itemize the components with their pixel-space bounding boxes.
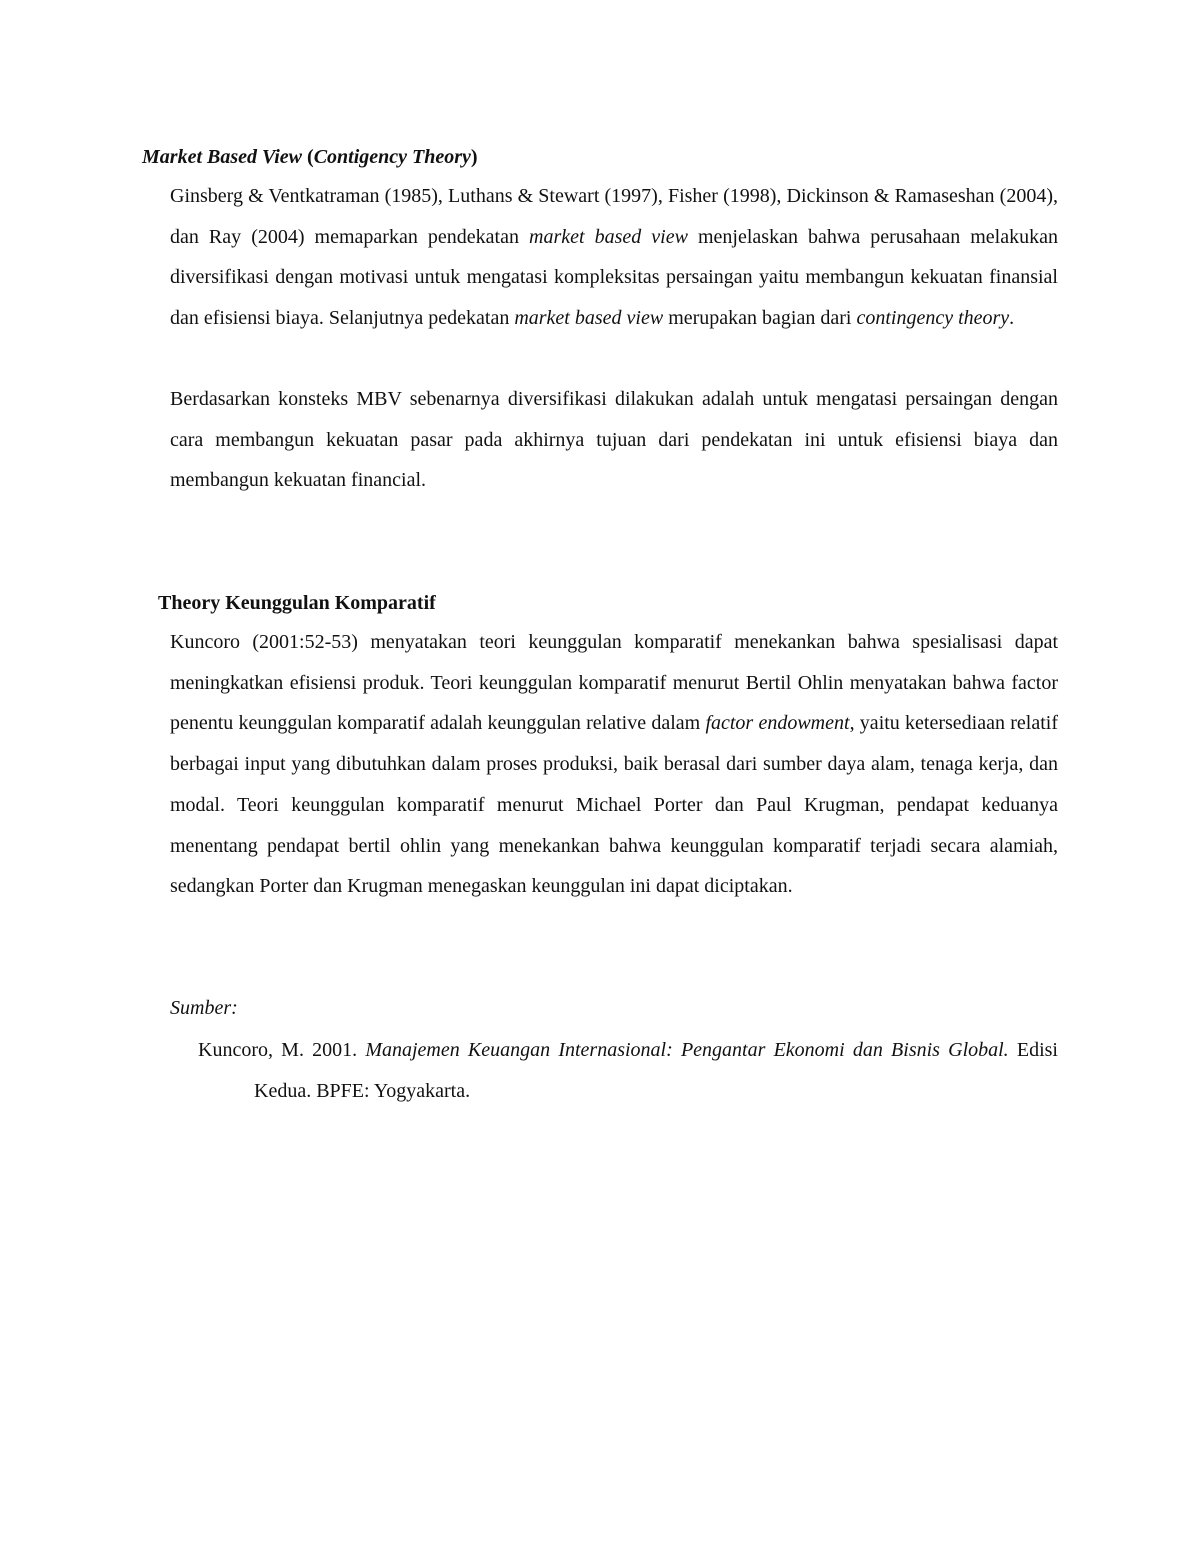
sources-label: Sumber:	[170, 997, 238, 1019]
reference-entry	[198, 1030, 1058, 1111]
paragraph-mbv-context: Berdasarkan konsteks MBV sebenarnya diversifikasi dilakukan adalah untuk mengatasi persaingan dengan cara membangun kekuatan pasar pada akhirnya tujuan dari pendekatan ini untuk efisiensi biaya dan membangun kekuatan financial.	[170, 388, 1058, 492]
reference-title: Manajemen Keuangan Internasional: Pengantar Ekonomi dan Bisnis Global.	[365, 1039, 1009, 1061]
reference-publisher: Edisi Kedua. BPFE: Yogyakarta.	[254, 1039, 1058, 1102]
reference-author: Kuncoro, M. 2001.	[198, 1039, 366, 1061]
paragraph-italic-term: contingency theory	[856, 307, 1010, 330]
heading-paren-open: (	[307, 146, 314, 168]
paragraph-text: Ginsberg & Ventkatraman (1985), Luthans & Stewart (1997), Fisher (1998), Dickinson & Ramaseshan (2004), dan Ray (2004) memaparkan pendekatan	[170, 185, 1058, 248]
paragraph-text: , yaitu ketersediaan relatif berbagai input yang dibutuhkan dalam proses produksi, baik berasal dari sumber daya alam, tenaga kerja, dan modal. Teori keunggulan komparatif menurut Michael Porter dan Paul Krugman, pendapat keduanya menentang pendapat bertil ohlin yang menekankan bahwa keunggulan komparatif terjadi secara alamiah, sedangkan Porter dan Krugman menegaskan keunggulan ini dapat diciptakan.	[170, 712, 1058, 898]
heading-paren-close: )	[470, 146, 478, 168]
paragraph-text: merupakan bagian dari	[663, 307, 857, 330]
paragraph-text: .	[1009, 307, 1015, 330]
section-heading-comparative-advantage: Theory Keunggulan Komparatif	[158, 592, 436, 614]
heading-text-part: Market Based View	[142, 146, 308, 168]
paragraph-text: menjelaskan bahwa perusahaan melakukan diversifikasi dengan motivasi untuk mengatasi kompleksitas persaingan yaitu membangun kekuatan finansial dan efisiensi biaya. Selanjutnya pedekatan	[170, 225, 1058, 330]
paragraph-italic-term: market based view	[529, 225, 688, 248]
paragraph-comparative-advantage	[170, 622, 1058, 907]
paragraph-italic-term: market based view	[514, 307, 664, 330]
paragraph-text: Kuncoro (2001:52-53) menyatakan teori keunggulan komparatif menekankan bahwa spesialisasi dapat meningkatkan efisiensi produk. Teori keunggulan komparatif menurut Bertil Ohlin menyatakan bahwa factor penentu keunggulan komparatif adalah keunggulan relative dalam	[170, 631, 1058, 735]
paragraph-italic-term: factor endowment	[705, 712, 850, 735]
paragraph-market-based-view	[170, 176, 1058, 339]
heading-text-part: Contigency Theory	[313, 146, 471, 168]
section-heading-market-based-view	[142, 142, 478, 172]
